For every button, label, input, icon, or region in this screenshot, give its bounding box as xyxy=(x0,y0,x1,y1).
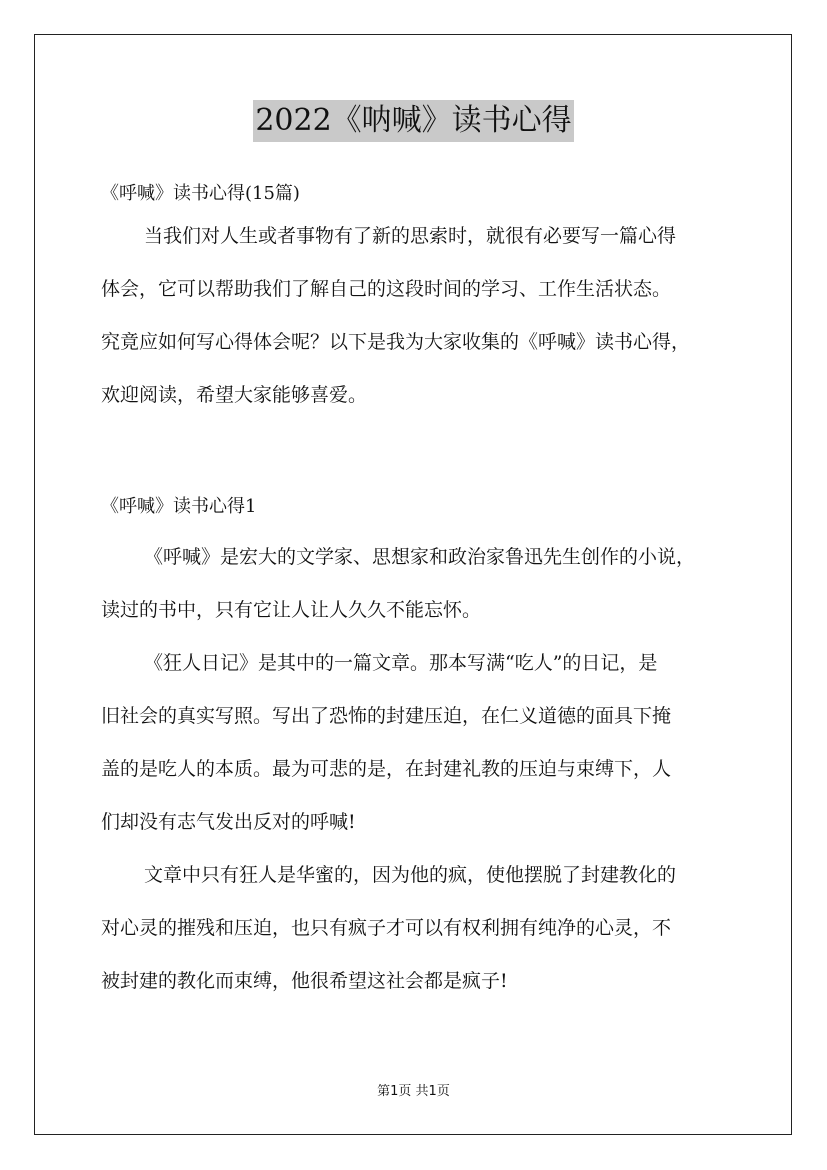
para1-line-1: 《呼喊》是宏大的文学家、思想家和政治家鲁迅先生创作的小说， xyxy=(144,546,696,568)
intro-line-3: 究竟应如何写心得体会呢？以下是我为大家收集的《呼喊》读书心得， xyxy=(101,331,691,353)
para2-line-2: 旧社会的真实写照。写出了恐怖的封建压迫，在仁义道德的面具下掩 xyxy=(101,705,672,727)
document-subtitle: 《呼喊》读书心得(15篇) xyxy=(101,183,300,204)
para3-line-3: 被封建的教化而束缚，他很希望这社会都是疯子! xyxy=(101,970,508,992)
intro-line-2: 体会，它可以帮助我们了解自己的这段时间的学习、工作生活状态。 xyxy=(101,278,672,300)
intro-line-4: 欢迎阅读，希望大家能够喜爱。 xyxy=(101,384,368,406)
paragraph-1 xyxy=(101,542,731,626)
intro-paragraph xyxy=(101,221,731,411)
page-number: 第1页 共1页 xyxy=(377,1084,450,1099)
paragraph-3 xyxy=(101,860,731,997)
para3-line-1: 文章中只有狂人是华蜜的，因为他的疯，使他摆脱了封建教化的 xyxy=(144,864,677,886)
document-body xyxy=(101,178,731,997)
document-title xyxy=(0,100,827,142)
para2-line-1: 《狂人日记》是其中的一篇文章。那本写满“吃人”的日记，是 xyxy=(144,652,658,674)
document-title-text: 2022《呐喊》读书心得 xyxy=(253,100,573,142)
para2-line-4: 们却没有志气发出反对的呼喊! xyxy=(101,811,356,833)
intro-line-1: 当我们对人生或者事物有了新的思索时，就很有必要写一篇心得 xyxy=(144,225,677,247)
para3-line-2: 对心灵的摧残和压迫，也只有疯子才可以有权利拥有纯净的心灵，不 xyxy=(101,917,672,939)
section-heading: 《呼喊》读书心得1 xyxy=(101,496,257,517)
page-footer xyxy=(0,1083,827,1101)
para1-line-2: 读过的书中，只有它让人让人久久不能忘怀。 xyxy=(101,599,482,621)
paragraph-2 xyxy=(101,648,731,838)
para2-line-3: 盖的是吃人的本质。最为可悲的是，在封建礼教的压迫与束缚下，人 xyxy=(101,758,672,780)
